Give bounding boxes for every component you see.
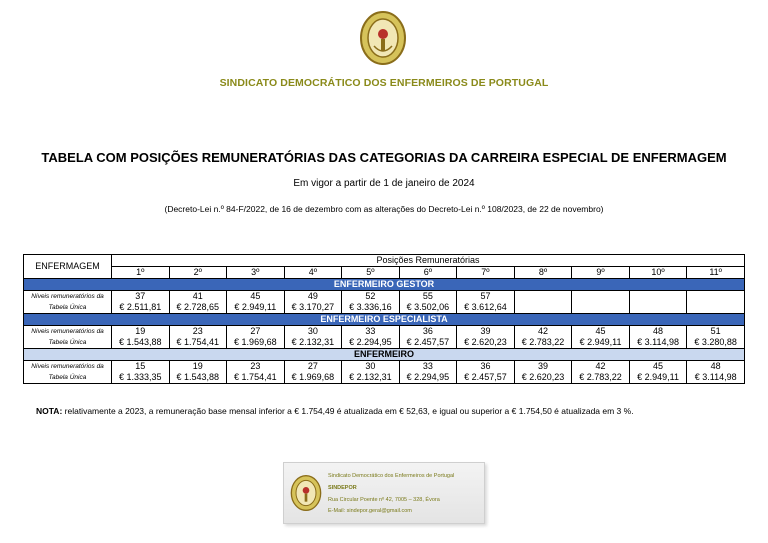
position-header: 1º — [112, 267, 170, 279]
card-email: E-Mail: sindepor.geral@gmail.com — [328, 508, 412, 514]
salary-cell: € 1.543,88 — [169, 372, 227, 384]
level-cell: 39 — [457, 326, 515, 338]
position-header: 2º — [169, 267, 227, 279]
level-cell: 30 — [284, 326, 342, 338]
salary-cell: € 1.969,68 — [227, 337, 285, 349]
level-cell — [687, 291, 745, 303]
note-text: relativamente a 2023, a remuneração base mensal inferior a € 1.754,49 é atualizada em € 52,63, e igual ou superior a € 1.754,50 é atualizada em 3 %. — [62, 406, 634, 416]
level-cell — [572, 291, 630, 303]
position-header: 3º — [227, 267, 285, 279]
union-name: SINDICATO DEMOCRÁTICO DOS ENFERMEIROS DE PORTUGAL — [219, 77, 549, 89]
salary-cell: € 2.783,22 — [514, 337, 572, 349]
salary-cell: € 2.949,11 — [227, 302, 285, 314]
card-union-name: Sindicato Democrático dos Enfermeiros de Portugal — [328, 473, 455, 479]
position-header: 9º — [572, 267, 630, 279]
salary-cell: € 2.457,57 — [399, 337, 457, 349]
level-cell: 27 — [284, 361, 342, 373]
level-cell: 45 — [227, 291, 285, 303]
row-label: Níveis remuneratórios da Tabela Única — [24, 291, 112, 314]
salary-cell — [572, 302, 630, 314]
level-cell: 33 — [342, 326, 400, 338]
level-cell: 15 — [112, 361, 170, 373]
position-header: 5º — [342, 267, 400, 279]
salary-cell: € 3.170,27 — [284, 302, 342, 314]
level-cell: 57 — [457, 291, 515, 303]
salary-cell: € 3.280,88 — [687, 337, 745, 349]
corner-header: ENFERMAGEM — [24, 255, 112, 279]
level-cell: 42 — [572, 361, 630, 373]
salary-cell: € 1.754,41 — [169, 337, 227, 349]
level-cell: 30 — [342, 361, 400, 373]
position-header: 10º — [629, 267, 687, 279]
note — [36, 406, 634, 416]
level-cell — [514, 291, 572, 303]
category-header: ENFERMEIRO GESTOR — [24, 279, 745, 291]
salary-cell: € 3.502,06 — [399, 302, 457, 314]
salary-cell: € 2.728,65 — [169, 302, 227, 314]
effective-date: Em vigor a partir de 1 de janeiro de 2024 — [293, 178, 475, 189]
position-header: 8º — [514, 267, 572, 279]
level-cell: 49 — [284, 291, 342, 303]
level-cell: 19 — [112, 326, 170, 338]
card-address: Rua Circular Poente nº 42, 7005 – 328, Évora — [328, 497, 440, 503]
level-cell: 23 — [169, 326, 227, 338]
level-cell: 45 — [629, 361, 687, 373]
page-title: TABELA COM POSIÇÕES REMUNERATÓRIAS DAS CATEGORIAS DA CARREIRA ESPECIAL DE ENFERMAGEM — [41, 150, 727, 165]
position-header: 6º — [399, 267, 457, 279]
salary-cell: € 2.620,23 — [457, 337, 515, 349]
positions-header: Posições Remuneratórias — [112, 255, 745, 267]
salary-cell: € 1.969,68 — [284, 372, 342, 384]
salary-cell: € 3.114,98 — [629, 337, 687, 349]
salary-cell: € 3.612,64 — [457, 302, 515, 314]
salary-cell: € 2.949,11 — [572, 337, 630, 349]
level-cell: 19 — [169, 361, 227, 373]
level-cell: 48 — [629, 326, 687, 338]
level-cell: 33 — [399, 361, 457, 373]
salary-cell: € 3.114,98 — [687, 372, 745, 384]
level-cell: 55 — [399, 291, 457, 303]
level-cell: 36 — [399, 326, 457, 338]
card-acronym: SINDEPOR — [328, 485, 357, 491]
level-cell: 45 — [572, 326, 630, 338]
level-cell: 41 — [169, 291, 227, 303]
level-cell: 39 — [514, 361, 572, 373]
union-seal-icon — [359, 10, 407, 66]
salary-cell — [629, 302, 687, 314]
union-seal-icon — [290, 473, 322, 513]
level-cell: 51 — [687, 326, 745, 338]
salary-cell: € 2.294,95 — [399, 372, 457, 384]
level-cell: 42 — [514, 326, 572, 338]
position-header: 7º — [457, 267, 515, 279]
salary-cell: € 2.511,81 — [112, 302, 170, 314]
position-header: 4º — [284, 267, 342, 279]
row-label: Níveis remuneratórios da Tabela Única — [24, 326, 112, 349]
level-cell: 36 — [457, 361, 515, 373]
level-cell: 48 — [687, 361, 745, 373]
salary-cell: € 3.336,16 — [342, 302, 400, 314]
salary-cell: € 2.457,57 — [457, 372, 515, 384]
level-cell: 52 — [342, 291, 400, 303]
level-cell — [629, 291, 687, 303]
salary-cell: € 1.754,41 — [227, 372, 285, 384]
category-header: ENFERMEIRO — [24, 349, 745, 361]
salary-table — [23, 254, 745, 384]
category-header: ENFERMEIRO ESPECIALISTA — [24, 314, 745, 326]
salary-cell: € 1.333,35 — [112, 372, 170, 384]
level-cell: 27 — [227, 326, 285, 338]
salary-cell: € 2.132,31 — [342, 372, 400, 384]
level-cell: 23 — [227, 361, 285, 373]
position-header: 11º — [687, 267, 745, 279]
salary-cell — [687, 302, 745, 314]
salary-cell: € 2.783,22 — [572, 372, 630, 384]
salary-cell: € 2.620,23 — [514, 372, 572, 384]
salary-cell: € 2.132,31 — [284, 337, 342, 349]
note-label: NOTA: — [36, 406, 63, 416]
row-label: Níveis remuneratórios da Tabela Única — [24, 361, 112, 384]
level-cell: 37 — [112, 291, 170, 303]
contact-card — [283, 462, 485, 524]
salary-cell: € 1.543,88 — [112, 337, 170, 349]
salary-cell: € 2.294,95 — [342, 337, 400, 349]
legal-reference: (Decreto-Lei n.º 84-F/2022, de 16 de dezembro com as alterações do Decreto-Lei n.º 108/2023, de 22 de novembro) — [164, 204, 604, 214]
salary-cell — [514, 302, 572, 314]
salary-cell: € 2.949,11 — [629, 372, 687, 384]
